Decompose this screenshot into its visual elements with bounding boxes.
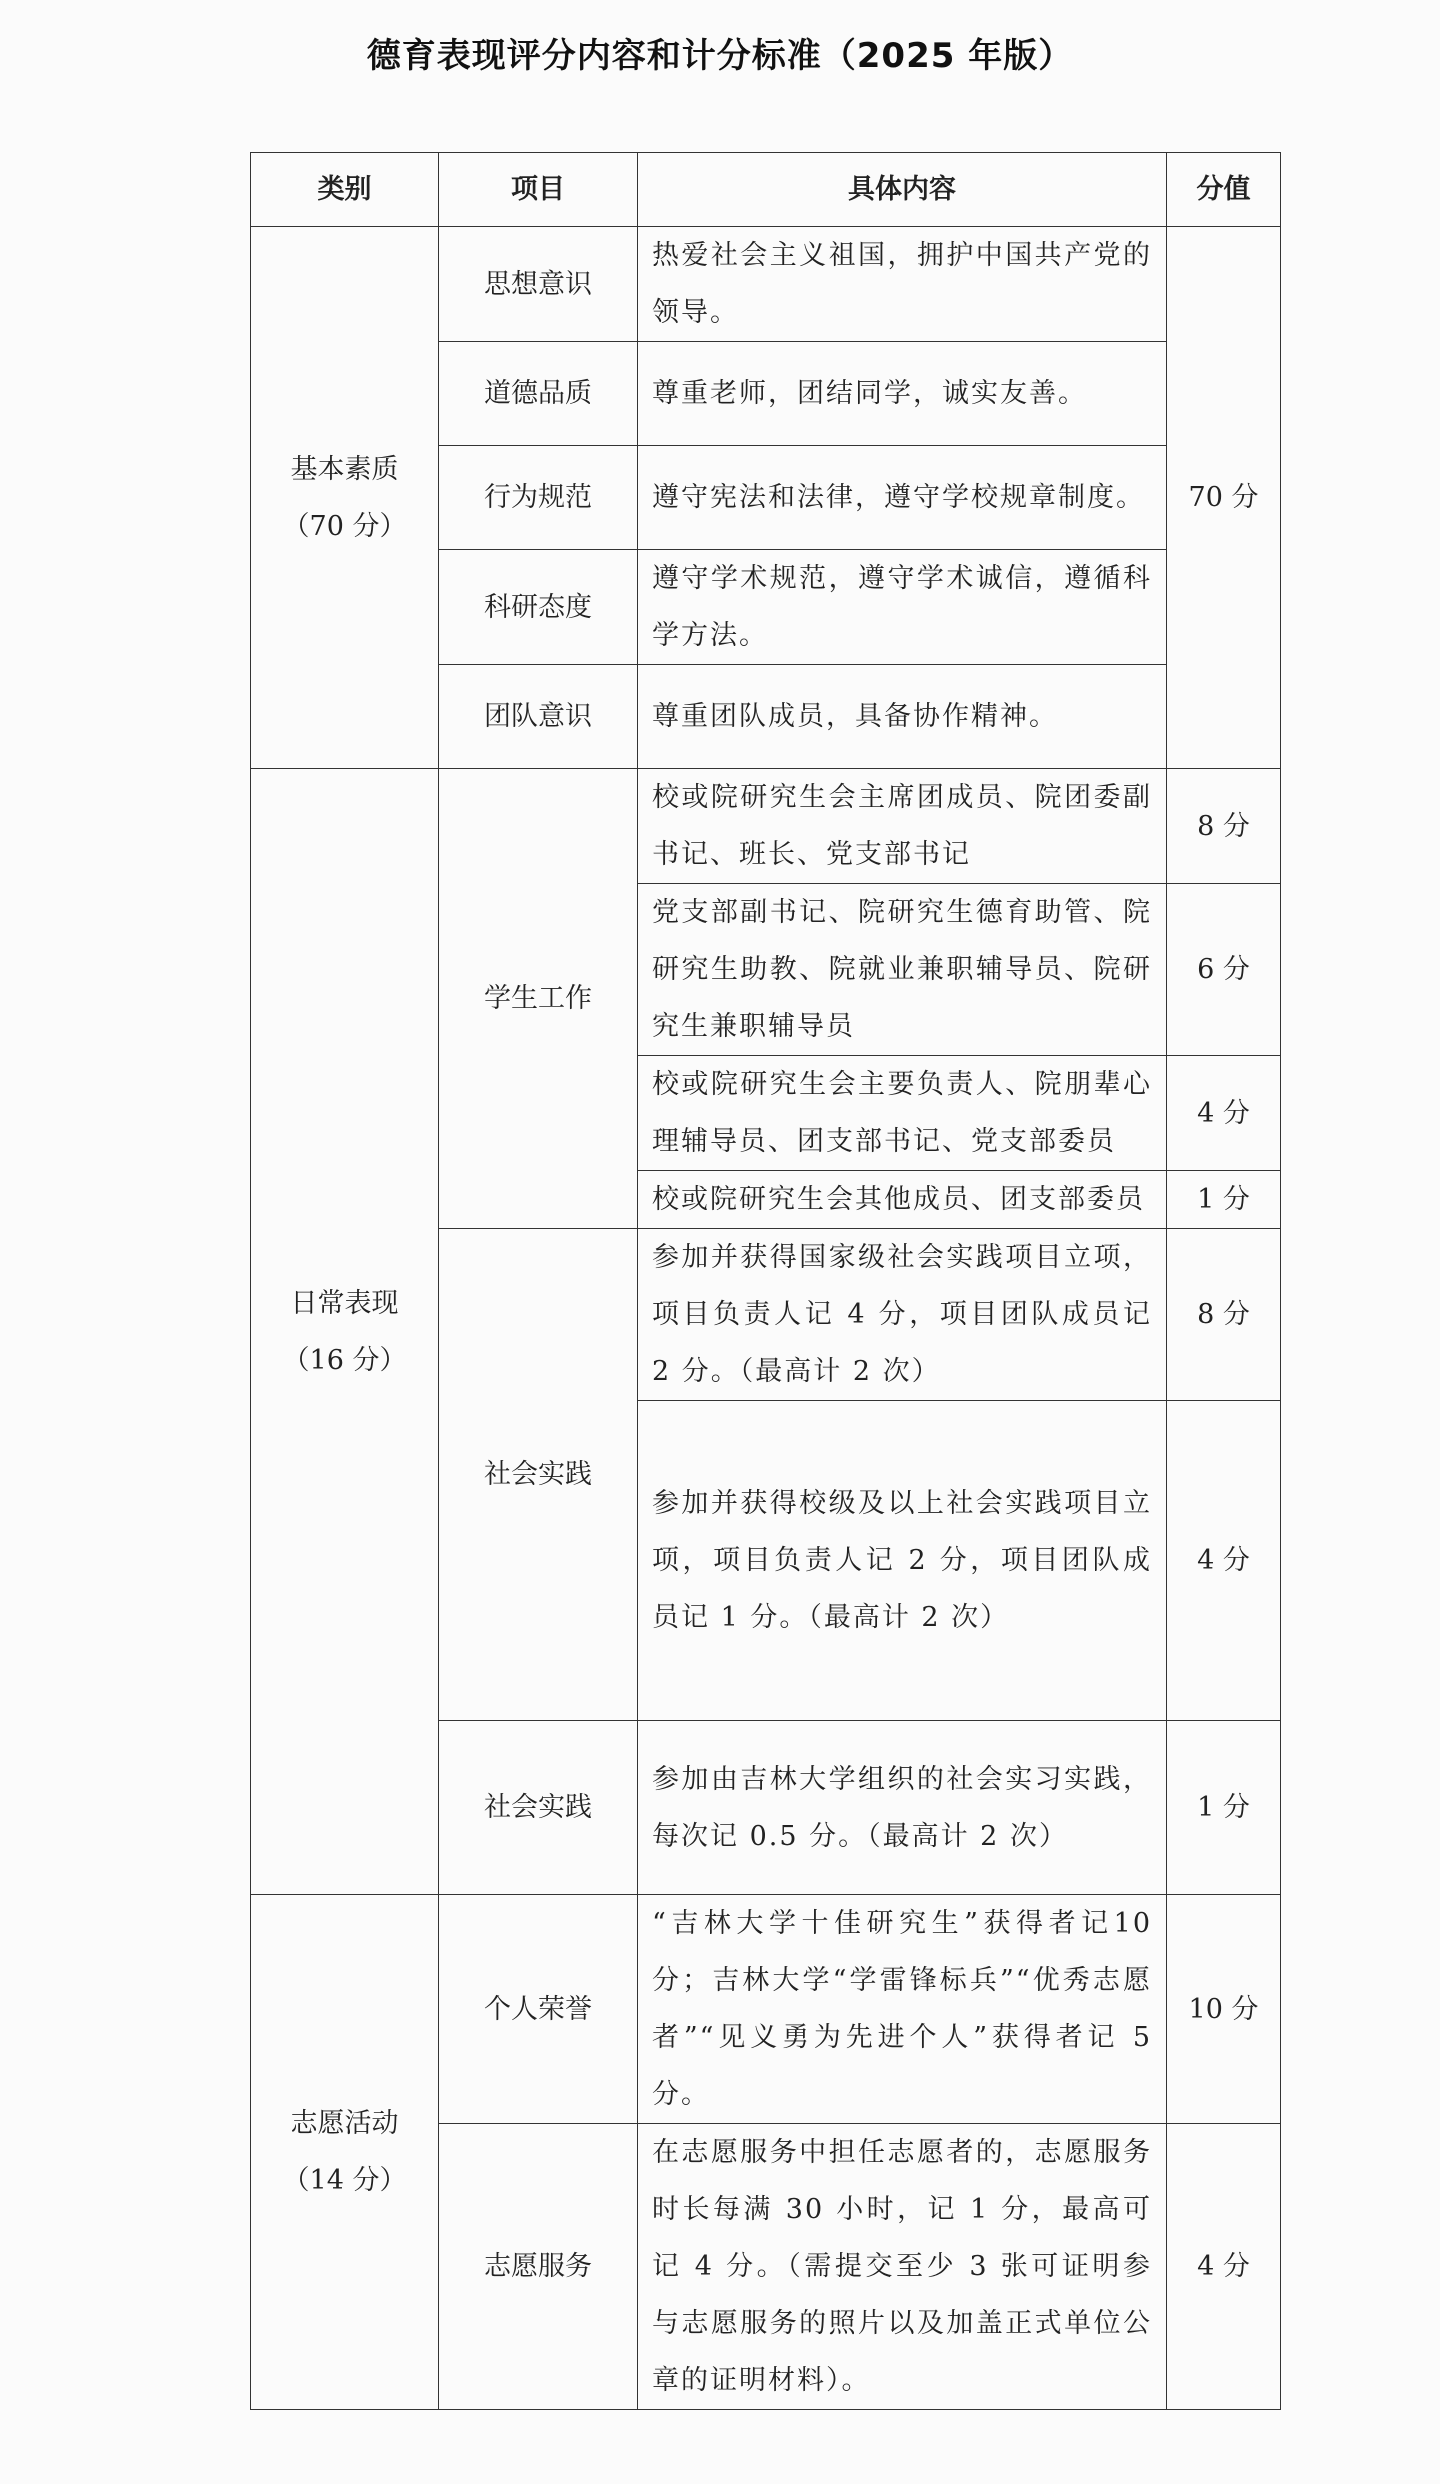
scoring-table (250, 152, 1281, 2410)
table-header-row (251, 153, 1281, 227)
item-cell: 社会实践 (439, 1721, 638, 1895)
content-cell: 参加由吉林大学组织的社会实习实践，每次记 0.5 分。（最高计 2 次） (638, 1721, 1167, 1895)
header-item: 项目 (439, 153, 638, 227)
table-row (251, 227, 1281, 342)
item-cell: 个人荣誉 (439, 1895, 638, 2124)
category-name: 志愿活动 (290, 2108, 399, 2139)
header-content: 具体内容 (638, 153, 1167, 227)
score-cell: 10 分 (1167, 1895, 1281, 2124)
page-title: 德育表现评分内容和计分标准（2025 年版） (366, 36, 1074, 76)
category-cell-volunteer (251, 1895, 439, 2410)
score-cell: 4 分 (1167, 1401, 1281, 1721)
content-cell: 校或院研究生会主要负责人、院朋辈心理辅导员、团支部书记、党支部委员 (638, 1056, 1167, 1171)
header-category: 类别 (251, 153, 439, 227)
content-cell: “吉林大学十佳研究生”获得者记10分；吉林大学“学雷锋标兵”“优秀志愿者”“见义勇为先进个人”获得者记 5 分。 (638, 1895, 1167, 2124)
score-cell: 1 分 (1167, 1721, 1281, 1895)
item-cell: 思想意识 (439, 227, 638, 342)
content-cell: 党支部副书记、院研究生德育助管、院研究生助教、院就业兼职辅导员、院研究生兼职辅导员 (638, 884, 1167, 1056)
item-cell: 团队意识 (439, 665, 638, 769)
table-row (251, 1895, 1281, 2124)
score-cell: 70 分 (1167, 227, 1281, 769)
item-cell: 社会实践 (439, 1229, 638, 1721)
category-cell-basic (251, 227, 439, 769)
item-cell: 行为规范 (439, 446, 638, 550)
item-cell: 道德品质 (439, 342, 638, 446)
category-name: 基本素质 (290, 453, 399, 485)
category-points: （70 分） (282, 510, 407, 542)
item-cell: 学生工作 (439, 769, 638, 1229)
item-cell: 科研态度 (439, 550, 638, 665)
table-row (251, 769, 1281, 884)
score-cell: 6 分 (1167, 884, 1281, 1056)
score-cell: 4 分 (1167, 1056, 1281, 1171)
content-cell: 尊重团队成员，具备协作精神。 (638, 665, 1167, 769)
content-cell: 参加并获得校级及以上社会实践项目立项，项目负责人记 2 分，项目团队成员记 1 分。（最高计 2 次） (638, 1401, 1167, 1721)
score-cell: 4 分 (1167, 2124, 1281, 2410)
content-cell: 在志愿服务中担任志愿者的，志愿服务时长每满 30 小时，记 1 分，最高可记 4 分。（需提交至少 3 张可证明参与志愿服务的照片以及加盖正式单位公章的证明材料）。 (638, 2124, 1167, 2410)
content-cell: 尊重老师，团结同学，诚实友善。 (638, 342, 1167, 446)
content-cell: 校或院研究生会其他成员、团支部委员 (638, 1171, 1167, 1229)
content-cell: 参加并获得国家级社会实践项目立项，项目负责人记 4 分，项目团队成员记 2 分。（最高计 2 次） (638, 1229, 1167, 1401)
content-cell: 遵守宪法和法律，遵守学校规章制度。 (638, 446, 1167, 550)
score-cell: 8 分 (1167, 769, 1281, 884)
content-cell: 校或院研究生会主席团成员、院团委副书记、班长、党支部书记 (638, 769, 1167, 884)
category-name: 日常表现 (290, 1287, 399, 1319)
score-cell: 8 分 (1167, 1229, 1281, 1401)
category-cell-daily (251, 769, 439, 1895)
category-points: （16 分） (282, 1344, 407, 1376)
content-cell: 热爱社会主义祖国，拥护中国共产党的领导。 (638, 227, 1167, 342)
category-points: （14 分） (282, 2165, 407, 2196)
item-cell: 志愿服务 (439, 2124, 638, 2410)
header-score: 分值 (1167, 153, 1281, 227)
score-cell: 1 分 (1167, 1171, 1281, 1229)
content-cell: 遵守学术规范，遵守学术诚信，遵循科学方法。 (638, 550, 1167, 665)
